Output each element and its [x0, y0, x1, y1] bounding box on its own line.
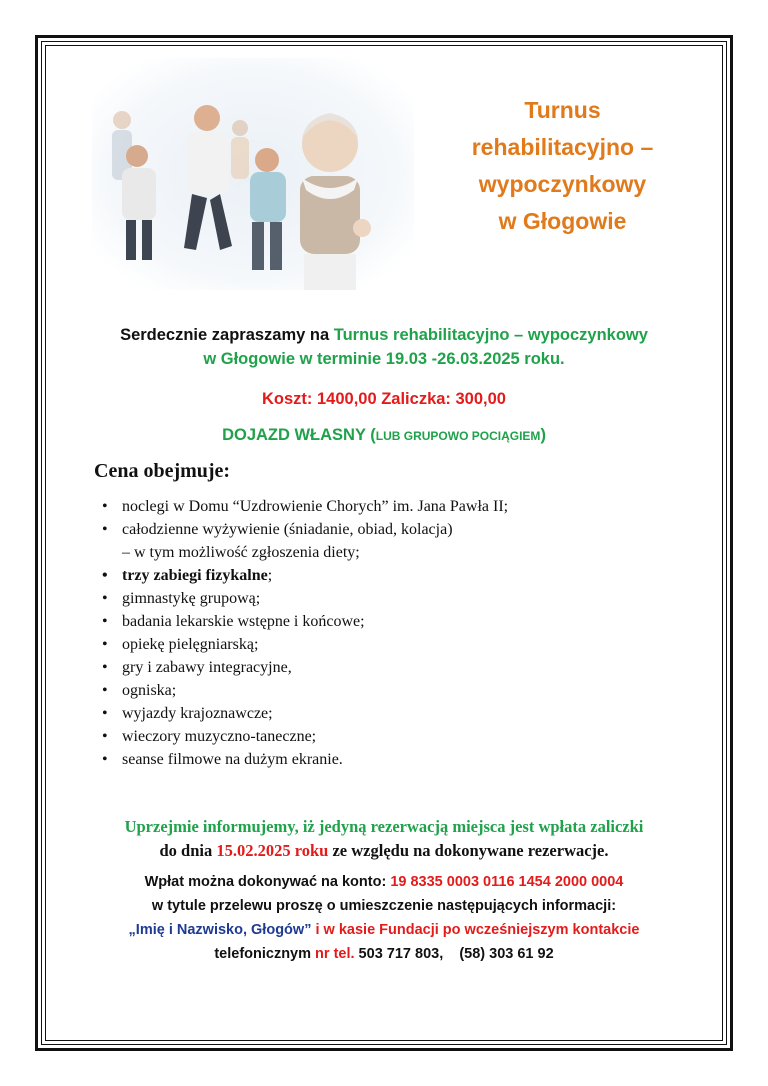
list-item-continuation: – w tym możliwość zgłoszenia diety; [122, 544, 360, 561]
deposit-deadline: 15.02.2025 roku [216, 841, 329, 860]
title-line-3: wypoczynkowy [478, 171, 647, 197]
title-line-2: rehabilitacyjno – [471, 134, 654, 160]
bullet-icon: • [102, 567, 108, 584]
list-item: • całodzienne wyżywienie (śniadanie, obiad, kolacja) – w tym możliwość zgłoszenia diety; [100, 518, 508, 564]
travel-line [60, 426, 708, 445]
travel-close: ) [540, 426, 546, 444]
list-item: • noclegi w Domu “Uzdrowienie Chorych” im. Jana Pawła II; [100, 495, 508, 518]
bullet-icon: • [102, 728, 108, 745]
list-item: • trzy zabiegi fizykalne; [100, 564, 508, 587]
payment-line-2: w tytule przelewu proszę o umieszczenie następujących informacji: [151, 898, 617, 914]
payment-info [60, 870, 708, 966]
bullet-icon: • [102, 659, 108, 676]
included-items-list [100, 495, 508, 771]
invite-dates: w Głogowie w terminie 19.03 -26.03.2025 roku. [203, 350, 565, 368]
bullet-icon: • [102, 682, 108, 699]
bank-account-number: 19 8335 0003 0116 1454 2000 0004 [390, 874, 624, 890]
bullet-icon: • [102, 705, 108, 722]
page-title [440, 92, 685, 240]
payment-line-1: Wpłat można dokonywać na konto: 19 8335 0003 0116 1454 2000 0004 [144, 874, 624, 890]
notice-line-1: Uprzejmie informujemy, iż jedyną rezerwacją miejsca jest wpłata zaliczki [124, 817, 644, 836]
bullet-icon: • [102, 521, 108, 538]
payment-line-3: „Imię i Nazwisko, Głogów” i w kasie Fundacji po wcześniejszym kontakcie [128, 922, 640, 938]
list-item: • wieczory muzyczno-taneczne; [100, 725, 508, 748]
bullet-icon: • [102, 590, 108, 607]
bullet-icon: • [102, 751, 108, 768]
payment-line-4: telefonicznym nr tel. 503 717 803, (58) 303 61 92 [214, 946, 554, 962]
travel-small: LUB GRUPOWO POCIĄGIEM [375, 429, 541, 443]
list-item: • gimnastykę grupową; [100, 587, 508, 610]
title-line-4: w Głogowie [498, 208, 627, 234]
reservation-notice [60, 815, 708, 863]
price-includes-heading: Cena obejmuje: [94, 460, 231, 482]
cost-line: Koszt: 1400,00 Zaliczka: 300,00 [262, 390, 506, 408]
list-item: • wyjazdy krajoznawcze; [100, 702, 508, 725]
travel-main: DOJAZD WŁASNY ( [222, 426, 376, 444]
title-line-1: Turnus [524, 97, 601, 123]
list-item: • seanse filmowe na dużym ekranie. [100, 748, 508, 771]
bullet-icon: • [102, 613, 108, 630]
notice-line-2: do dnia 15.02.2025 roku ze względu na dokonywane rezerwacje. [159, 841, 609, 860]
list-item: • opiekę pielęgniarską; [100, 633, 508, 656]
invite-prefix: Serdecznie zapraszamy na [120, 326, 334, 344]
bullet-icon: • [102, 498, 108, 515]
invite-highlight: Turnus rehabilitacyjno – wypoczynkowy [333, 326, 648, 344]
list-item: • badania lekarskie wstępne i końcowe; [100, 610, 508, 633]
transfer-title: „Imię i Nazwisko, Głogów” [128, 922, 312, 938]
bullet-icon: • [102, 636, 108, 653]
list-item: • gry i zabawy integracyjne, [100, 656, 508, 679]
phone-numbers: 503 717 803, (58) 303 61 92 [354, 946, 554, 962]
seniors-walking-photo [92, 58, 414, 290]
invitation-text [60, 323, 708, 371]
list-item: • ogniska; [100, 679, 508, 702]
